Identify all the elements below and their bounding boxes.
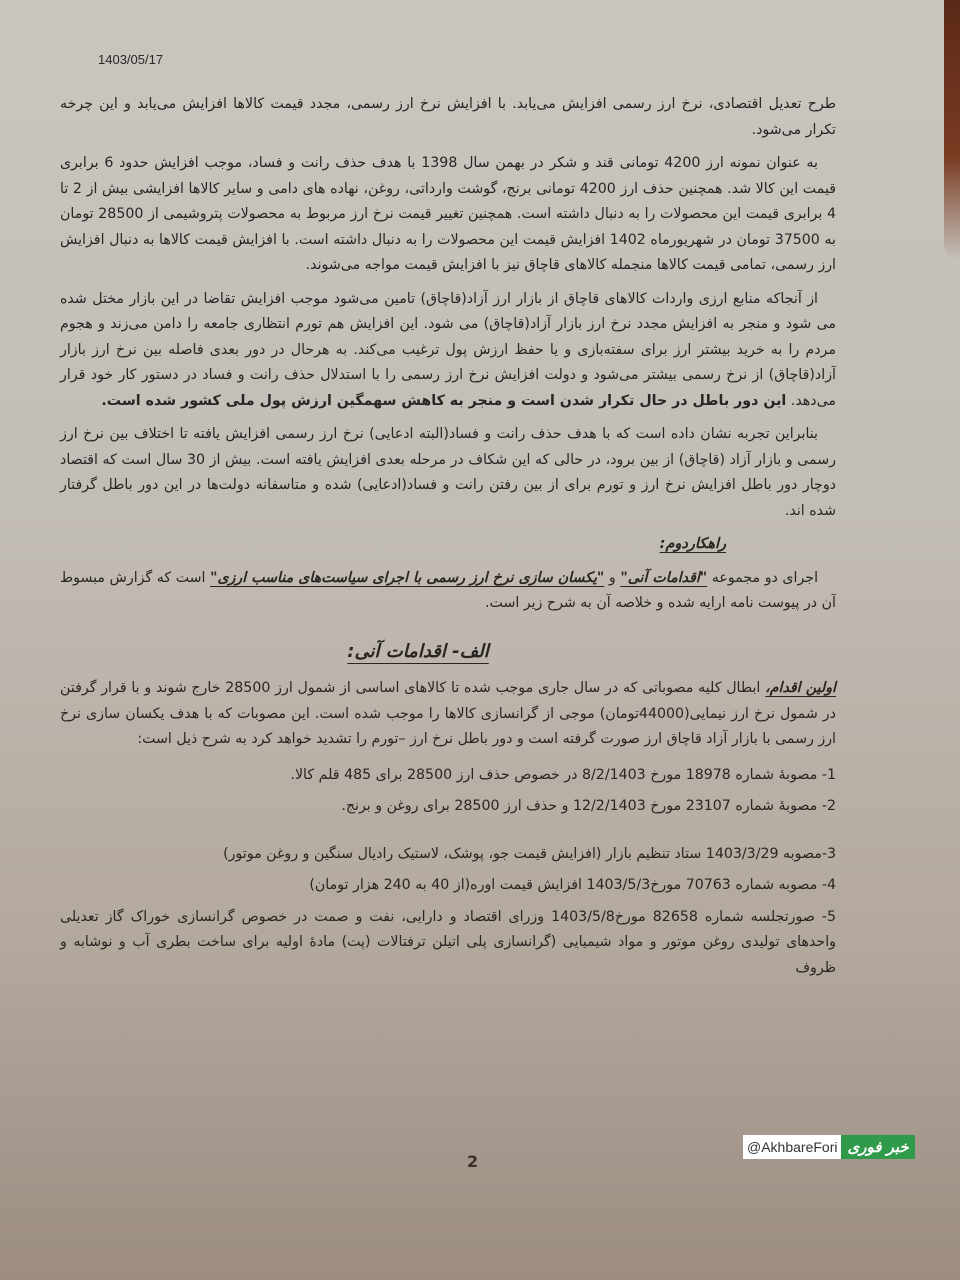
- first-action: [60, 676, 836, 753]
- watermark-handle: @AkhbareFori: [743, 1135, 841, 1159]
- first-action-text: ابطال کلیه مصوباتی که در سال جاری موجب شده تا کالاهای اساسی از شمول ارز 28500 خارج شوند و با قرار گرفتن در شمول نرخ ارز نیمایی(44000تومان) موجی از گرانسازی کالاها را موجب شده است. این مصوبات که با هدف یکسان سازی نرخ ارز رسمی با بازار آزاد قاچاق ارز صورت گرفته است و دور باطل نرخ ارز –تورم را تشدید خواهد کرد به شرح ذیل است:: [60, 680, 836, 747]
- paragraph-3-text: از آنجاکه منابع ارزی واردات کالاهای قاچاق از بازار ارز آزاد(قاچاق) تامین می‌شود موجب افزایش تقاضا در این بازار مختل شده می شود و منجر به افزایش مجدد نرخ ارز بازار آزاد(قاچاق) می شود. این افزایش هم تورم انتظاری جامعه را دامن می‌زند و هجوم مردم را به خرید بیشتر ارز برای سفته‌بازی و یا حفظ ارزش پول ترغیب می‌کند. به هرحال در دور بعدی فاصله بین نرخ ارز بازار آزاد(قاچاق) از نرخ رسمی بیشتر می‌شود و دولت افزایش نرخ ارز رسمی را با استدلال حذف رانت و فساد در دستور کار خود قرار می‌دهد.: [60, 290, 836, 409]
- list-item: 4- مصوبه شماره 70763 مورخ1403/5/3 افزایش قیمت اوره(از 40 به 240 هزار تومان): [309, 877, 836, 893]
- paragraph-3-emphasis: این دور باطل در حال تکرار شدن است و منجر به کاهش سهمگین ارزش پول ملی کشور شده است.: [101, 392, 787, 409]
- solution-term-2: "یکسان سازی نرخ ارز رسمی با اجرای سیاست‌های مناسب ارزی": [210, 569, 605, 586]
- solution-term-1: "اقدامات آنی": [620, 569, 708, 586]
- news-logo-icon: خبر فوری: [841, 1135, 914, 1159]
- document-date: 1403/05/17: [98, 52, 164, 67]
- solution-and: و: [604, 569, 621, 586]
- solution-intro-after: است که گزارش مبسوط آن در پیوست نامه ارایه شده و خلاصه آن به شرح زیر است.: [60, 569, 836, 611]
- list-item: 3-مصوبه 1403/3/29 ستاد تنظیم بازار (افزایش قیمت جو، پوشک، لاستیک رادیال سنگین و روغن موتور): [223, 845, 836, 862]
- paragraph-3: [60, 287, 836, 415]
- resolutions-list: [60, 763, 836, 982]
- paragraph-1: طرح تعدیل اقتصادی، نرخ ارز رسمی افزایش می‌یابد. با افزایش نرخ ارز رسمی، مجدد قیمت کالاها افزایش می‌یابد و این چرخه تکرار می‌شود.: [60, 96, 836, 138]
- watermark: [743, 1135, 915, 1159]
- list-item: 2- مصوبهٔ شماره 23107 مورخ 12/2/1403 و حذف ارز 28500 برای روغن و برنج.: [341, 798, 836, 814]
- solution-intro-before: اجرای دو مجموعه: [707, 569, 819, 586]
- background-table-edge: [944, 0, 960, 260]
- solution-heading: راهکاردوم:: [659, 536, 726, 552]
- document-body: [60, 92, 836, 987]
- first-action-label: اولین اقدام،: [765, 680, 836, 696]
- solution-intro: [60, 566, 836, 617]
- list-item: 5- صورتجلسه شماره 82658 مورخ1403/5/8 وزرای اقتصاد و دارایی، نفت و صمت در خصوص گرانسازی خوراک گاز تعدیلی واحدهای تولیدی روغن موتور و مواد شیمیایی (گرانسازی پلی اتیلن ترفتالات (پت) مادهٔ اولیه برای ساخت بطری آب و نوشابه و ظروف: [60, 908, 837, 976]
- list-item: 1- مصوبهٔ شماره 18978 مورخ 8/2/1403 در خصوص حذف ارز 28500 برای 485 قلم کالا.: [290, 766, 836, 783]
- page-number: 2: [467, 1152, 479, 1171]
- paragraph-4: بنابراین تجربه نشان داده است که با هدف حذف رانت و فساد(البته ادعایی) نرخ ارز رسمی افزایش یافته تا اختلاف بین نرخ ارز رسمی و بازار آزاد (قاچاق) از بین برود، در حالی که این شکاف در مرحله بعدی افزایش یافته است. بیش از 30 سال است که اقتصاد دوچار دور باطل افزایش نرخ ارز و تورم برای از بین رفتن رانت و فساد(ادعایی) شده و متاسفانه دولت‌ها در این دور باطل گرفتار شده اند.: [60, 426, 836, 519]
- paragraph-2: به عنوان نمونه ارز 4200 تومانی قند و شکر در بهمن سال 1398 با هدف حذف رانت و فساد، موجب افزایش حدود 6 برابری قیمت این کالا شد. همچنین حذف ارز 4200 تومانی برنج، گوشت وارداتی، روغن، نهاده های دامی و سایر کالاها افزایشی بیش از 2 تا 4 برابری قیمت این محصولات را به دنبال داشته است. همچنین تغییر قیمت نرخ ارز مربوط به محصولات پتروشیمی از 28500 تومان به 37500 تومان در شهریورماه 1402 افزایش قیمت این محصولات را به دنبال داشته است. با افزایش قیمت کالاها به دنبال افزایش ارز رسمی، تمامی قیمت کالاها منجمله کالاهای قاچاق نیز با افزایش قیمت مواجه می‌شوند.: [60, 155, 837, 273]
- section-a-heading: الف- اقدامات آنی:: [347, 640, 489, 662]
